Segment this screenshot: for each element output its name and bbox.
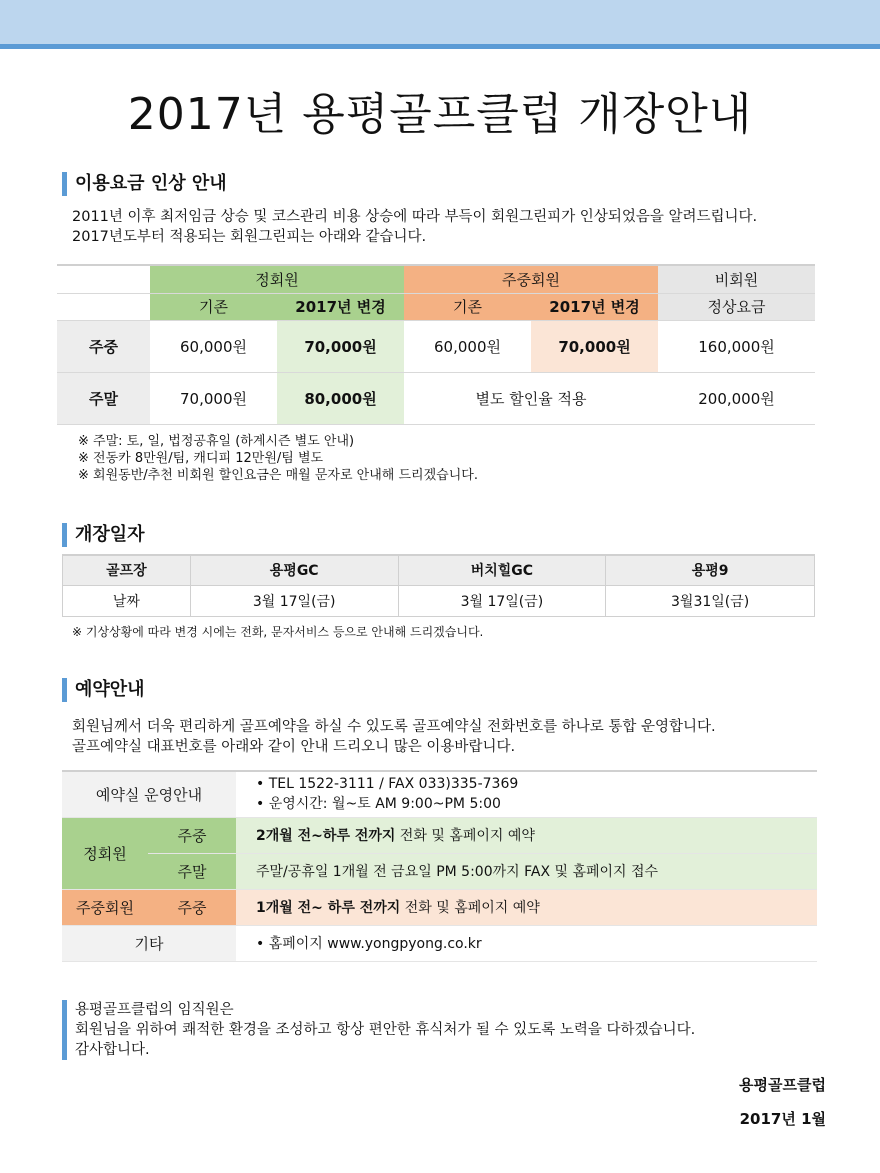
reservation-table [62, 770, 817, 962]
closing-message [62, 1000, 695, 1060]
fee-table [57, 264, 815, 425]
closing-line: 감사합니다. [75, 1042, 150, 1058]
regular-member-label: 정회원 [62, 817, 148, 889]
reservation-intro [72, 717, 716, 757]
opening-header: 골프장 [63, 555, 191, 585]
opening-cell: 날짜 [63, 585, 191, 616]
row-label: 주말 [57, 372, 150, 424]
opening-cell: 3월31일(금) [606, 585, 815, 616]
fee-intro-line: 2011년 이후 최저임금 상승 및 코스관리 비용 상승에 따라 부득이 회원그린피가 인상되었음을 알려드립니다. [72, 209, 758, 225]
note-line: ※ 주말: 토, 일, 법정공휴일 (하계시즌 별도 안내) [78, 434, 355, 449]
sub-changed: 2017년 변경 [277, 293, 404, 320]
sub-existing: 기존 [150, 293, 277, 320]
fee-intro [72, 207, 757, 247]
table-row [63, 585, 815, 616]
group-non-member: 비회원 [658, 265, 815, 293]
weekend-label: 주말 [148, 853, 236, 889]
fee-cell: 70,000원 [531, 320, 658, 372]
row-label: 주중 [57, 320, 150, 372]
weekday-label: 주중 [148, 889, 236, 925]
fee-cell: 별도 할인율 적용 [404, 372, 658, 424]
method: 전화 및 홈페이지 예약 [395, 828, 535, 844]
note-line: ※ 전동카 8만원/팀, 캐디피 12만원/팀 별도 [78, 451, 324, 466]
etc-label: 기타 [62, 925, 236, 961]
table-row [57, 372, 815, 424]
homepage-link[interactable]: • 홈페이지 www.yongpyong.co.kr [236, 925, 817, 961]
weekday-member-info [236, 889, 817, 925]
fee-cell: 70,000원 [150, 372, 277, 424]
regular-weekend-info: 주말/공휴일 1개월 전 금요일 PM 5:00까지 FAX 및 홈페이지 접수 [236, 853, 817, 889]
sub-normal: 정상요금 [658, 293, 815, 320]
opening-section-heading: 개장일자 [62, 523, 145, 547]
opening-header: 용평GC [190, 555, 398, 585]
fee-notes [78, 433, 478, 484]
office-info [236, 771, 817, 817]
office-label: 예약실 운영안내 [62, 771, 236, 817]
reservation-intro-line: 회원님께서 더욱 편리하게 골프예약을 하실 수 있도록 골프예약실 전화번호를 하나로 통합 운영합니다. [72, 719, 716, 735]
group-regular: 정회원 [150, 265, 404, 293]
sub-existing: 기존 [404, 293, 531, 320]
regular-weekday-info [236, 817, 817, 853]
bold-period: 1개월 전~ 하루 전까지 [256, 900, 401, 916]
fee-cell: 60,000원 [404, 320, 531, 372]
reservation-section-heading: 예약안내 [62, 678, 145, 702]
opening-cell: 3월 17일(금) [398, 585, 606, 616]
fee-section-heading: 이용요금 인상 안내 [62, 172, 227, 196]
opening-cell: 3월 17일(금) [190, 585, 398, 616]
office-line: • 운영시간: 월~토 AM 9:00~PM 5:00 [256, 796, 501, 813]
signature-date: 2017년 1월 [739, 1110, 826, 1128]
opening-header: 용평9 [606, 555, 815, 585]
opening-header: 버치힐GC [398, 555, 606, 585]
opening-note: ※ 기상상황에 따라 변경 시에는 전화, 문자서비스 등으로 안내해 드리겠습니다. [72, 625, 484, 639]
group-weekday-member: 주중회원 [404, 265, 658, 293]
signature-org: 용평골프클럽 [739, 1076, 826, 1094]
note-line: ※ 회원동반/추천 비회원 할인요금은 매월 문자로 안내해 드리겠습니다. [78, 468, 478, 483]
page-title: 2017년 용평골프클럽 개장안내 [127, 89, 753, 140]
opening-table [62, 554, 815, 617]
office-line: • TEL 1522-3111 / FAX 033)335-7369 [256, 776, 519, 793]
reservation-intro-line: 골프예약실 대표번호를 아래와 같이 안내 드리오니 많은 이용바랍니다. [72, 739, 516, 755]
fee-intro-line: 2017년도부터 적용되는 회원그린피는 아래와 같습니다. [72, 229, 427, 245]
fee-cell: 70,000원 [277, 320, 404, 372]
weekday-member-label: 주중회원 [62, 889, 148, 925]
fee-cell: 60,000원 [150, 320, 277, 372]
fee-corner [57, 265, 150, 293]
fee-cell: 80,000원 [277, 372, 404, 424]
header-band [0, 0, 880, 44]
closing-line: 회원님을 위하여 쾌적한 환경을 조성하고 항상 편안한 휴식처가 될 수 있도록 노력을 다하겠습니다. [75, 1022, 696, 1038]
bold-period: 2개월 전~하루 전까지 [256, 828, 396, 844]
header-line [0, 44, 880, 49]
table-row [57, 320, 815, 372]
method: 전화 및 홈페이지 예약 [400, 900, 540, 916]
fee-cell: 160,000원 [658, 320, 815, 372]
fee-cell: 200,000원 [658, 372, 815, 424]
closing-line: 용평골프클럽의 임직원은 [75, 1002, 234, 1018]
fee-corner [57, 293, 150, 320]
weekday-label: 주중 [148, 817, 236, 853]
sub-changed: 2017년 변경 [531, 293, 658, 320]
